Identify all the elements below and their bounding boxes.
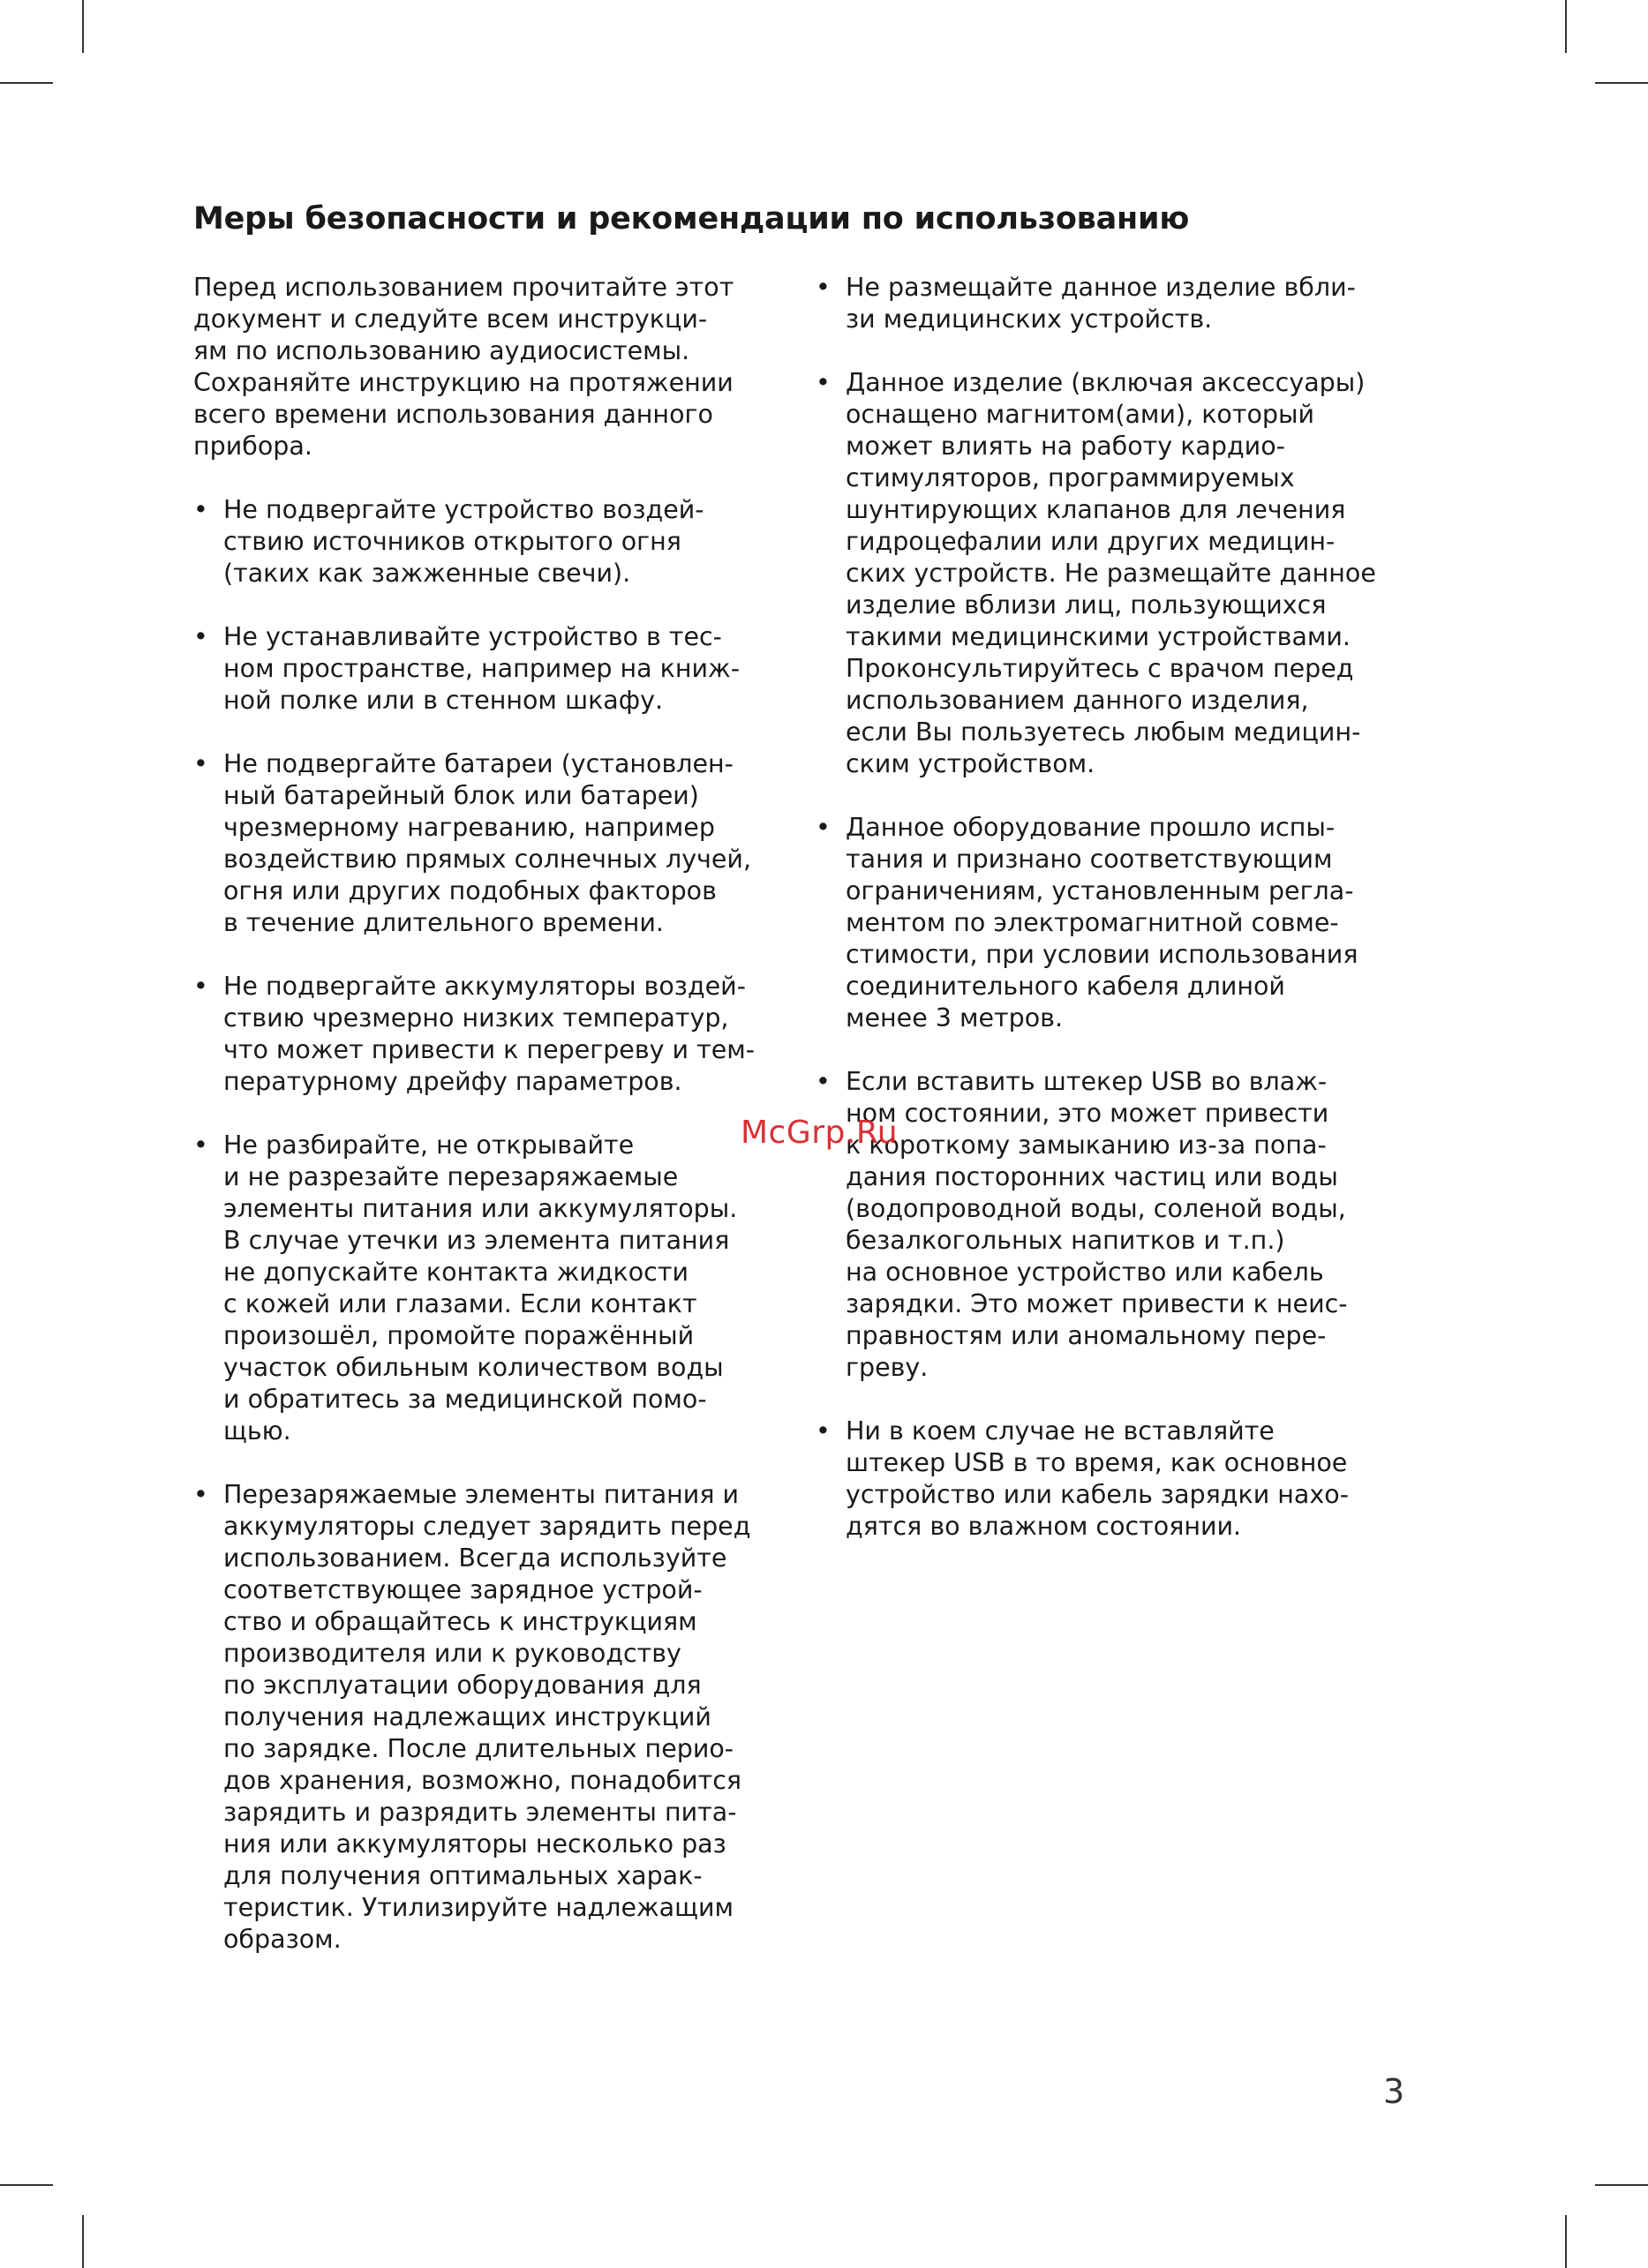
text-line: • Не подвергайте аккумуляторы воздей-	[223, 972, 746, 1001]
text-line: ским устройством.	[846, 749, 1095, 778]
crop-mark	[1595, 82, 1648, 84]
text-line: элементы питания или аккумуляторы.	[223, 1194, 738, 1223]
text-line: • Данное оборудование прошло испы-	[846, 813, 1336, 842]
crop-mark	[0, 82, 53, 84]
bullet-item	[816, 367, 1434, 780]
bullet-item	[193, 621, 802, 717]
bullet-item	[193, 971, 802, 1098]
bullet-item	[193, 494, 802, 590]
text-line: правностям или аномальному пере-	[846, 1321, 1327, 1350]
text-line: использованием данного изделия,	[846, 686, 1309, 715]
text-line: Сохраняйте инструкцию на протяжении	[193, 368, 734, 397]
text-line: воздействию прямых солнечных лучей,	[223, 845, 752, 874]
text-line: не допускайте контакта жидкости	[223, 1258, 689, 1287]
text-line: безалкогольных напитков и т.п.)	[846, 1226, 1285, 1255]
text-line: В случае утечки из элемента питания	[223, 1226, 730, 1255]
page-number: 3	[1383, 2072, 1405, 2111]
text-line: если Вы пользуетесь любым медицин-	[846, 717, 1361, 747]
crop-mark	[1595, 2184, 1648, 2186]
text-line: • Не подвергайте батареи (установлен-	[223, 749, 734, 778]
text-line: зарядить и разрядить элементы пита-	[223, 1798, 737, 1827]
text-line: дов хранения, возможно, понадобится	[223, 1766, 742, 1795]
text-line: такими медицинскими устройствами.	[846, 622, 1351, 651]
text-line: получения надлежащих инструкций	[223, 1702, 711, 1731]
text-line: стимуляторов, программируемых	[846, 463, 1295, 492]
bullet-item	[193, 1130, 802, 1447]
text-line: всего времени использования данного	[193, 400, 713, 429]
text-line: щью.	[223, 1416, 291, 1446]
right-column	[816, 272, 1434, 1574]
text-line: ном состоянии, это может привести	[846, 1099, 1329, 1128]
text-line: документ и следуйте всем инструкци-	[193, 304, 708, 334]
text-line: аккумуляторы следует зарядить перед	[223, 1512, 751, 1541]
text-line: соответствующее зарядное устрой-	[223, 1575, 703, 1604]
text-line: (таких как зажженные свечи).	[223, 559, 631, 588]
text-line: шунтирующих клапанов для лечения	[846, 495, 1346, 524]
page-title: Меры безопасности и рекомендации по использованию	[193, 201, 1190, 237]
text-line: образом.	[223, 1925, 342, 1954]
text-line: (водопроводной воды, соленой воды,	[846, 1194, 1346, 1223]
text-line: ствию чрезмерно низких температур,	[223, 1003, 729, 1033]
text-line: огня или других подобных факторов	[223, 876, 717, 905]
text-line: • Перезаряжаемые элементы питания и	[223, 1480, 740, 1509]
text-line: может влиять на работу кардио-	[846, 432, 1285, 461]
crop-mark	[82, 0, 84, 53]
text-line: Проконсультируйтесь с врачом перед	[846, 654, 1354, 683]
text-line: пературному дрейфу параметров.	[223, 1067, 682, 1096]
text-line: ном пространстве, например на книж-	[223, 654, 740, 683]
text-line: и обратитесь за медицинской помо-	[223, 1385, 707, 1414]
text-line: ограничениям, установленным регла-	[846, 876, 1354, 905]
text-line: использованием. Всегда используйте	[223, 1543, 727, 1573]
text-line: ство и обращайтесь к инструкциям	[223, 1607, 697, 1636]
text-line: прибора.	[193, 432, 312, 461]
text-line: теристик. Утилизируйте надлежащим	[223, 1893, 734, 1922]
text-line: по эксплуатации оборудования для	[223, 1671, 702, 1700]
text-line: с кожей или глазами. Если контакт	[223, 1289, 697, 1318]
bullet-item	[816, 1416, 1434, 1543]
text-line: производителя или к руководству	[223, 1639, 681, 1668]
text-line: ских устройств. Не размещайте данное	[846, 559, 1376, 588]
text-line: • Не подвергайте устройство воздей-	[223, 495, 704, 524]
bullet-item	[816, 1066, 1434, 1384]
text-line: к короткому замыканию из-за попа-	[846, 1130, 1327, 1160]
left-column	[193, 272, 802, 1987]
bullet-item	[193, 748, 802, 939]
text-line: ния или аккумуляторы несколько раз	[223, 1829, 726, 1859]
text-line: соединительного кабеля длиной	[846, 972, 1285, 1001]
crop-mark	[1565, 0, 1567, 53]
watermark: McGrp.Ru	[741, 1115, 899, 1151]
text-line: зи медицинских устройств.	[846, 304, 1213, 334]
text-line: • Не устанавливайте устройство в тес-	[223, 622, 722, 651]
text-line: дания посторонних частиц или воды	[846, 1162, 1338, 1191]
text-line: • Не размещайте данное изделие вбли-	[846, 273, 1356, 302]
text-line: чрезмерному нагреванию, например	[223, 813, 715, 842]
text-line: что может привести к перегреву и тем-	[223, 1035, 756, 1064]
intro-paragraph	[193, 272, 802, 462]
text-line: гидроцефалии или других медицин-	[846, 527, 1336, 556]
text-line: • Если вставить штекер USB во влаж-	[846, 1067, 1328, 1096]
text-line: менее 3 метров.	[846, 1003, 1064, 1033]
text-line: для получения оптимальных харак-	[223, 1861, 703, 1890]
text-line: и не разрезайте перезаряжаемые	[223, 1162, 679, 1191]
text-line: штекер USB в то время, как основное	[846, 1448, 1348, 1477]
text-line: • Не разбирайте, не открывайте	[223, 1130, 635, 1160]
text-line: тания и признано соответствующим	[846, 845, 1333, 874]
text-line: ный батарейный блок или батареи)	[223, 781, 699, 810]
text-line: на основное устройство или кабель	[846, 1258, 1324, 1287]
text-line: ной полке или в стенном шкафу.	[223, 686, 664, 715]
crop-mark	[82, 2215, 84, 2268]
text-line: • Данное изделие (включая аксессуары)	[846, 368, 1366, 397]
text-line: устройство или кабель зарядки нахо-	[846, 1480, 1349, 1509]
crop-mark	[1565, 2215, 1567, 2268]
text-line: изделие вблизи лиц, пользующихся	[846, 590, 1327, 620]
bullet-item	[816, 812, 1434, 1034]
text-line: ствию источников открытого огня	[223, 527, 681, 556]
text-line: греву.	[846, 1353, 929, 1382]
text-line: ям по использованию аудиосистемы.	[193, 336, 690, 365]
bullet-item	[193, 1479, 802, 1956]
text-line: по зарядке. После длительных перио-	[223, 1734, 734, 1763]
text-line: зарядки. Это может привести к неис-	[846, 1289, 1348, 1318]
text-line: ментом по электромагнитной совме-	[846, 908, 1339, 937]
text-line: оснащено магнитом(ами), который	[846, 400, 1314, 429]
crop-mark	[0, 2184, 53, 2186]
text-line: участок обильным количеством воды	[223, 1353, 724, 1382]
text-line: произошёл, промойте поражённый	[223, 1321, 695, 1350]
text-line: стимости, при условии использования	[846, 940, 1358, 969]
text-line: в течение длительного времени.	[223, 908, 664, 937]
text-line: • Ни в коем случае не вставляйте	[846, 1416, 1275, 1446]
text-line: дятся во влажном состоянии.	[846, 1512, 1242, 1541]
bullet-item	[816, 272, 1434, 335]
text-line: Перед использованием прочитайте этот	[193, 273, 734, 302]
